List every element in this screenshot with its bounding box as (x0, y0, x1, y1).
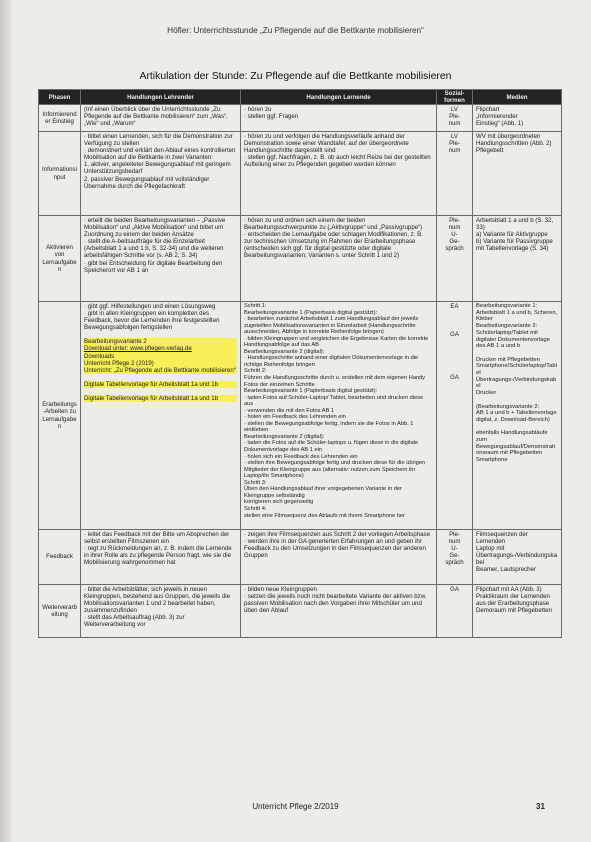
download-variant-label: Bearbeitungsvariante 2 (84, 338, 237, 345)
scan-edge-shadow (0, 0, 14, 842)
table-row (39, 132, 562, 216)
table-row (39, 216, 562, 302)
sozialform-cell: LV Ple- num (437, 132, 473, 216)
phase-cell: Aktivieren von Lernaufgaben (39, 216, 81, 302)
page-number: 31 (536, 802, 545, 811)
lehrende-text: · gibt ggf. Hilfestellungen und einen Lösungsweg · gibt in allen Kleingruppen ein kompletten des Feedback, bevor die Lernenden ihre festgestellten Bewegungsabfolgen fertigstellen (84, 303, 220, 332)
lehrende-cell: · erteilt die beiden Bearbeitungsvarianten – „Passive Mobilisation“ und „Aktive Mobilisation“ und bittet um Zuordnung zu einem der beiden Ansätze · stellt die A-beitsaufträge für die Einzelarbeit (Arbeitsblatt 1 a und 1 b, S. 32-34) und die weiteren arbeitsfähigen Schritte vor (s. AB 2, S. 34) · gibt bei Entscheidung für digitale Bearbeitung den Speicherort vor AB 1 an (81, 216, 241, 302)
lernende-cell: · hören zu und ordnen sich einem der beiden Bearbeitungsschwerpunkte zu („Aktivgruppe“ und „Passivgruppe“) · entscheiden die Lernaufgabe oder schlagen Modifikationen, z. B. zur technischen Umsetzung im Rahmen der Erarbeitungsphase (entscheiden sich ggf. für digital gestützte oder digitale Bearbeitungsvarianten; Varianten s. unter Schritt 1 und 2) (241, 216, 437, 302)
lernende-cell: · zeigen ihre Filmsequenzen aus Schritt 2 der vorliegen Arbeitsphase · werden ihre in der GA generierten Erfahrungen an und geben ihr Feedback zu den Umsetzungen in den Filmsequenzen der anderen Gruppen (241, 530, 437, 585)
digital-template-note: Digitale Tabellenvorlage für Arbeitsblatt 1a und 1b (84, 381, 237, 388)
download-line: Downloads (84, 353, 237, 360)
medien-cell: WV mit übergeordneten Handlungsschritten (Abb. 2) Pflegebett (473, 132, 562, 216)
table-row (39, 585, 562, 638)
download-link[interactable]: Download unter: www.pflegen-verlag.de (84, 345, 237, 352)
column-header-medien: Medien (473, 90, 562, 105)
page-footer: Unterricht Pflege 2/2019 (252, 802, 339, 811)
medien-cell: Filmsequenzen der Lernenden Laptop mit Übertragungs-/Verbindungskabel Beamer, Lautsprecher (473, 530, 562, 585)
sozialform-cell: EA GA GA (437, 302, 473, 530)
sozialform-cell: Ple- num U- Ge- spräch (437, 216, 473, 302)
column-header-lehrende: Handlungen Lehrender (81, 90, 241, 105)
medien-cell: Arbeitsblatt 1 a und b (S. 32, 33) a) Variante für Aktivgruppe b) Variante für Passivgruppe mit Tabellenvorlage (S. 34) (473, 216, 562, 302)
table-row (39, 302, 562, 530)
lehrende-cell: (Inf einen Überblick über die Unterrichtsstunde „Zu Pflegende auf die Bettkante mobilisieren“ zum „Was“, „Wie“ und „Warum“ (81, 105, 241, 132)
sozialform-cell: LV Ple- num (437, 105, 473, 132)
column-header-sozialformen: Sozial-formen (437, 90, 473, 105)
medien-cell: Flipchart „Informierender Einstieg“ (Abb. 1) (473, 105, 562, 132)
table-row (39, 530, 562, 585)
table-header-row (39, 90, 562, 105)
medien-cell: Bearbeitungsvariante 1: Arbeitsblatt 1 a und b, Scheren, Kleber Bearbeitungsvariante 2: Schülerlaptop/Tablet mit digitaler Dokumentenvorlage des AB 1 a und b Drucker mit Pflegebetten Smartphone/Schülerlaptop/Tablet Übertragungs-/Verbindungskabel Drucker (Bearbeitungsvariante 2: AB 1 a und b + Tabellenvorlage digital, z. Download-Bereich) ebenfalls Handlungsabläufe zum Bewegungsablauf/Demonstrationsraum mit Pflegebetten Smartphone (473, 302, 562, 530)
sozialform-cell: GA (437, 585, 473, 638)
download-line: Unterricht Pflege 2 (2019) (84, 360, 237, 367)
phase-cell: Informierender Einstieg (39, 105, 81, 132)
phase-cell: Informationsinput (39, 132, 81, 216)
digital-template-note: Digitale Tabellenvorlage für Arbeitsblatt 1a und 1b (84, 395, 237, 402)
phase-cell: Erarbeitungs-Arbeiten zu Lernaufgaben (39, 302, 81, 530)
running-header: Höfler: Unterrichtsstunde „Zu Pflegende auf die Bettkante mobilisieren“ (167, 26, 424, 35)
phase-cell: Feedback (39, 530, 81, 585)
lehrende-cell: · bittet einen Lernenden, sich für die Demonstration zur Verfügung zu stellen · demonstriert und erklärt den Ablauf eines kontrollierten Mobilisation auf die Bettkante in zwei Varianten: 1. aktiver, angeleiteter Bewegungsablauf mit geringem Unterstützungsbedarf 2. passiver Bewegungsablauf mit vollständiger Übernahme durch die Pflegefachkraft (81, 132, 241, 216)
lernende-cell: Schritt 1: Bearbeitungsvariante 1 (Papierbasis digital gestützt): · bearbeiten zunächst Arbeitsblatt 1 zum Handlungsablauf der jeweils zugeteilten Mobilisationsvarianten in Einzelarbeit (Handlungsschritte ausschneiden, Abfolge in korrekte Reihenfolge bringen) · bilden Kleingruppen und vergleichen die Ergebnisse Karten die korrekte Handlungsabfolge auf das AB Bearbeitungsvariante 2 (digital): · Handlungsschritte anhand einer digitalen Dokumentenvorlage in die richtige Reihenfolge bringen Schritt 2: Führen die Handlungsschritte durch u. erstellen mit dem eigenen Handy Fotos der einzelnen Schritte Bearbeitungsvariante 1 (Papierbasis digital gestützt): · laden Fotos auf Schüler-Laptop/ Tablet, bearbeiten und drucken diese aus · verwenden die mit den Fotos AB 1 · holen ein Feedback des Lehrenden ein · stellen die Bewegungsabfolge fertig, indem sie die Fotos in Abb. 1 einkleben Bearbeitungsvariante 2 (digital): · laden die Fotos auf die Schüler-laptops u. fügen diese in die digitale Dokumentvorlage des AB 1 ein · holen sich ein Feedback des Lehrenden ein · stellen ihre Bewegungsabfolge fertig und drucken diese für die übrigen Mitglieder der Kleingruppe aus (alternativ: nutzen zum Speichern ihr Laptop/ihr Smartphone) Schritt 3: Üben den Handlungsablauf ihrer vorgegebenen Variante in der Kleingruppe selbständig korrigieren sich gegenseitig Schritt 4: stellen eine Filmsequenz des Ablaufs mit ihrem Smartphone her (241, 302, 437, 530)
lehrende-cell (81, 302, 241, 530)
medien-cell: Flipchart mit AA (Abb. 3) Praktikraum der Lernenden aus der Erarbeitungsphase Demoraum mit Pflegebetten (473, 585, 562, 638)
sozialform-cell: Ple- num U- Ge- spräch (437, 530, 473, 585)
lernende-cell: · hören zu und verfolgen die Handlungsverläufe anhand der Demonstration sowie einer Wandtafel; auf der übergeordnete Handlungsschritte dargestellt sind · stellen ggf. Nachfragen, z. B. ob auch leicht Reize bei der gestellten Aufteilung einer zu Pflegenden gegeben werden können (241, 132, 437, 216)
lehrende-cell: · bittet die Arbeitsblätter, sich jeweils in neuen Kleingruppen, bestehend aus Gruppen, die jeweils die Mobilisationsvarianten 1 und 2 bearbeitet haben, zusammenzufinden · stellt das Arbeitsauftrag (Abb. 3) zur Weiterverarbeitung vor (81, 585, 241, 638)
column-header-phasen: Phasen (39, 90, 81, 105)
page-title: Artikulation der Stunde: Zu Pflegende auf die Bettkante mobilisieren (139, 71, 452, 82)
column-header-lernende: Handlungen Lernende (241, 90, 437, 105)
table-row (39, 105, 562, 132)
lernende-cell: · bilden neue Kleingruppen · setzen die jeweils noch nicht bearbeitete Variante der aktiven bzw. passiven Mobilisation nach den Vorgaben ihrer Mitschüler um und üben den Ablauf (241, 585, 437, 638)
phase-cell: Weiterverarbeitung (39, 585, 81, 638)
lehrende-cell: · leitet das Feedback mit der Bitte um Absprechen der selbst erstellten Filmszenen ein · regt zu Rückmeldungen an, z. B. indem die Lernende in ihrer Rolle als zu pflegende Person fragt, wie sie die Mobilisierung wahrgenommen hat (81, 530, 241, 585)
articulation-table (38, 89, 562, 638)
lernende-cell: · hören zu · stellen ggf. Fragen (241, 105, 437, 132)
download-line: Unterricht: „Zu Pflegende auf die Bettkante mobilisieren“ (84, 366, 236, 374)
